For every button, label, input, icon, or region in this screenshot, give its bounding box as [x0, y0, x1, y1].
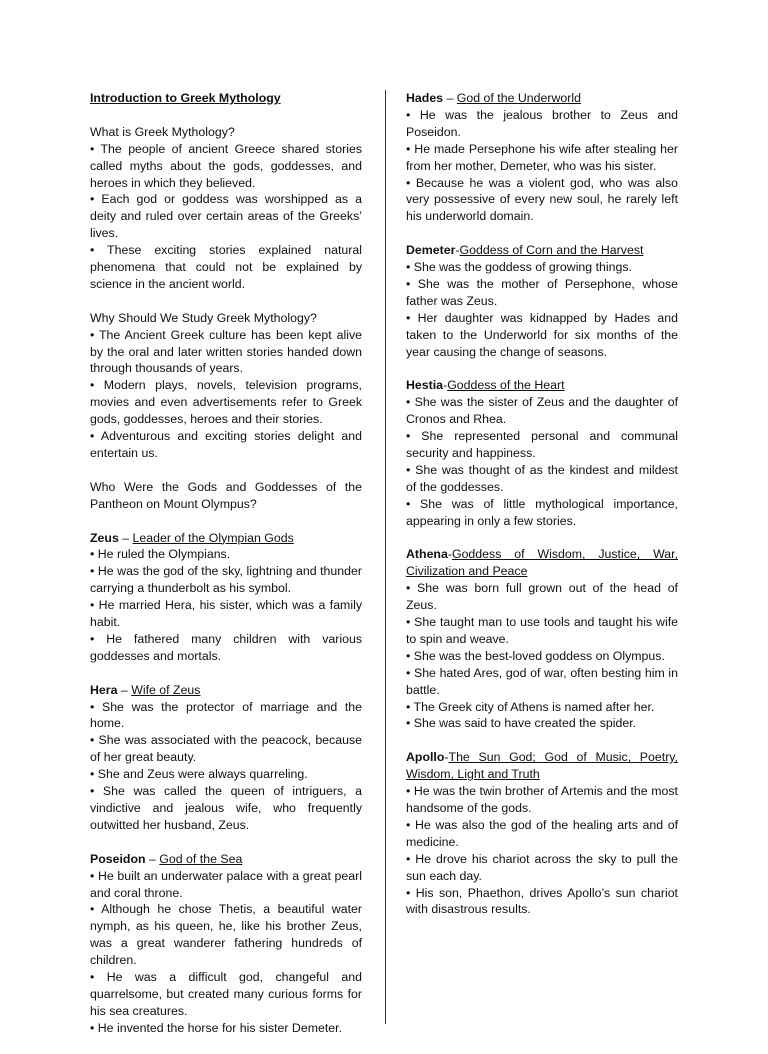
heading-separator: –: [443, 91, 457, 105]
bullet-item: • Because he was a violent god, who was also very possessive of every new soul, he rarely left his underworld domain.: [406, 175, 678, 224]
bullet-item: • She was associated with the peacock, because of her great beauty.: [90, 733, 362, 765]
god-name: Apollo: [406, 750, 445, 765]
bullet-item: • He was the jealous brother to Zeus and Poseidon.: [406, 107, 678, 139]
god-heading: [406, 749, 678, 783]
god-role: Leader of the Olympian Gods: [132, 530, 294, 545]
god-heading: [406, 90, 678, 107]
heading-separator: –: [118, 530, 133, 545]
god-name: Demeter: [406, 243, 456, 258]
section-question: Who Were the Gods and Goddesses of the Pantheon on Mount Olympus?: [90, 479, 362, 511]
bullet-item: • The Ancient Greek culture has been kept alive by the oral and later written stories handed down through thousands of years.: [90, 327, 362, 376]
god-name: Zeus: [90, 530, 119, 545]
bullet-item: • Her daughter was kidnapped by Hades and taken to the Underworld for six months of the year causing the change of seasons.: [406, 310, 678, 359]
section-hades: [406, 90, 678, 225]
bullet-item: • He drove his chariot across the sky to pull the sun each day.: [406, 851, 678, 883]
god-role: Goddess of the Heart: [447, 378, 565, 393]
god-name: Poseidon: [90, 851, 146, 866]
bullet-item: • He was a difficult god, changeful and quarrelsome, but created many curious forms for his sea creatures.: [90, 970, 362, 1018]
bullet-item: • Each god or goddess was worshipped as a deity and ruled over certain areas of the Greeks’ lives.: [90, 192, 362, 241]
bullet-item: • He was also the god of the healing arts and of medicine.: [406, 817, 678, 849]
bullet-item: • He fathered many children with various goddesses and mortals.: [90, 631, 362, 663]
section-hera: [90, 682, 362, 834]
god-heading: [90, 682, 362, 699]
bullet-item: • The people of ancient Greece shared stories called myths about the gods, goddesses, and heroes in which they believed.: [90, 141, 362, 190]
heading-separator: -: [455, 243, 460, 258]
bullet-item: • She was thought of as the kindest and mildest of the goddesses.: [406, 462, 678, 494]
section-who-were: [90, 479, 362, 513]
section-question: Why Should We Study Greek Mythology?: [90, 310, 317, 325]
heading-separator: –: [117, 682, 132, 697]
heading-separator: -: [443, 378, 448, 393]
section-athena: [406, 546, 678, 732]
god-role: Goddess of Wisdom, Justice, War, Civilization and Peace: [406, 547, 678, 579]
bullet-item: • The Greek city of Athens is named after her.: [406, 699, 655, 714]
document-title: Introduction to Greek Mythology: [90, 91, 281, 105]
heading-separator: -: [444, 750, 449, 765]
section-poseidon: [90, 851, 362, 1037]
god-role: God of the Underworld: [456, 91, 581, 105]
bullet-item: • She hated Ares, god of war, often besting him in battle.: [406, 665, 678, 697]
bullet-item: • Adventurous and exciting stories delight and entertain us.: [90, 429, 362, 460]
god-name: Hera: [90, 682, 118, 697]
section-zeus: [90, 530, 362, 665]
bullet-item: • He invented the horse for his sister Demeter.: [90, 1020, 342, 1035]
left-column: [90, 90, 362, 1054]
god-role: Wife of Zeus: [131, 682, 201, 697]
section-what-is: [90, 124, 362, 293]
section-hestia: [406, 377, 678, 529]
bullet-item: • She represented personal and communal security and happiness.: [406, 429, 678, 460]
bullet-item: • She was of little mythological importance, appearing in only a few stories.: [406, 496, 678, 528]
section-why-study: [90, 310, 362, 462]
god-heading: [406, 242, 678, 259]
god-role: Goddess of Corn and the Harvest: [459, 243, 644, 258]
god-role: The Sun God; God of Music, Poetry, Wisdom, Light and Truth: [406, 750, 678, 782]
heading-separator: –: [145, 851, 160, 866]
god-heading: [90, 530, 362, 547]
bullet-item: • She was born full grown out of the head of Zeus.: [406, 581, 678, 613]
right-column: [406, 90, 678, 935]
bullet-item: • She taught man to use tools and taught his wife to spin and weave.: [406, 615, 678, 646]
bullet-item: • He made Persephone his wife after stealing her from her mother, Demeter, who was his sister.: [406, 141, 678, 173]
section-question: What is Greek Mythology?: [90, 124, 235, 139]
bullet-item: • She was said to have created the spider.: [406, 716, 637, 731]
section-demeter: [406, 242, 678, 360]
god-heading: [406, 377, 678, 394]
section-apollo: [406, 749, 678, 918]
document-title-block: [90, 90, 362, 107]
god-name: Hades: [406, 91, 444, 105]
god-heading: [90, 851, 362, 868]
bullet-item: • He was the god of the sky, lightning and thunder carrying a thunderbolt as his symbol.: [90, 564, 362, 596]
bullet-item: • She was the protector of marriage and the home.: [90, 699, 362, 731]
heading-separator: -: [447, 547, 452, 562]
bullet-item: • His son, Phaethon, drives Apollo’s sun chariot with disastrous results.: [406, 885, 678, 917]
column-divider: [385, 90, 386, 1024]
bullet-item: • He ruled the Olympians.: [90, 547, 231, 562]
bullet-item: • Although he chose Thetis, a beautiful water nymph, as his queen, he, like his brother Zeus, was a great wanderer fathering hundreds of children.: [90, 902, 362, 968]
bullet-item: • She was the goddess of growing things.: [406, 260, 632, 275]
god-name: Athena: [406, 547, 448, 562]
god-name: Hestia: [406, 378, 444, 393]
bullet-item: • Modern plays, novels, television programs, movies and even advertisements refer to Greek gods, goddesses, heroes and their stories.: [90, 378, 362, 427]
bullet-item: • He married Hera, his sister, which was a family habit.: [90, 598, 362, 630]
bullet-item: • She was the best-loved goddess on Olympus.: [406, 648, 665, 663]
bullet-item: • He was the twin brother of Artemis and the most handsome of the gods.: [406, 784, 678, 815]
bullet-item: • These exciting stories explained natural phenomena that could not be explained by science in the ancient world.: [90, 243, 362, 291]
bullet-item: • She and Zeus were always quarreling.: [90, 767, 308, 782]
bullet-item: • She was the sister of Zeus and the daughter of Cronos and Rhea.: [406, 395, 678, 427]
god-role: God of the Sea: [159, 851, 243, 866]
bullet-item: • She was the mother of Persephone, whose father was Zeus.: [406, 276, 678, 308]
god-heading: [406, 546, 678, 580]
bullet-item: • She was called the queen of intriguers, a vindictive and jealous wife, who frequently outwitted her husband, Zeus.: [90, 784, 362, 832]
bullet-item: • He built an underwater palace with a great pearl and coral throne.: [90, 868, 362, 900]
